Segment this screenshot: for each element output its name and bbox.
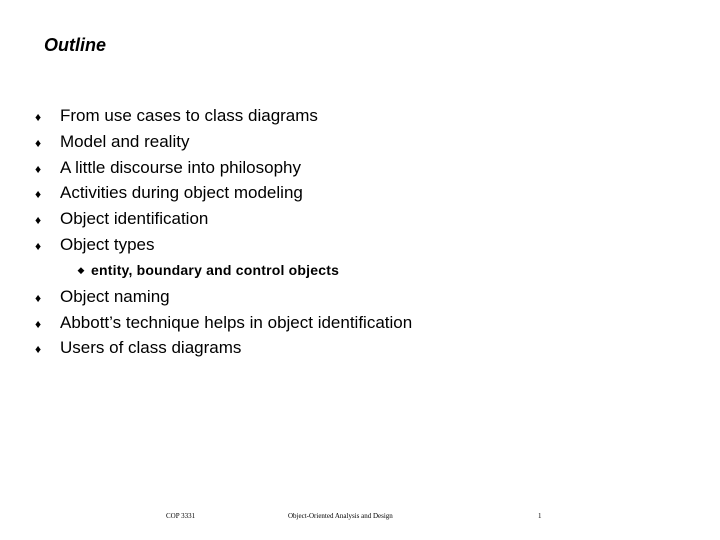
footer-course: COP 3331 bbox=[166, 512, 196, 520]
sub-list-item-label: entity, boundary and control objects bbox=[91, 261, 340, 278]
footer-course-title: Object-Oriented Analysis and Design bbox=[288, 512, 393, 520]
list-item-label: Model and reality bbox=[60, 131, 190, 151]
list-item-label: From use cases to class diagrams bbox=[60, 106, 318, 125]
sub-diamond-bullet-icon: ◆ bbox=[77, 264, 85, 275]
list-item-label: Object naming bbox=[60, 286, 170, 306]
slide-title: Outline bbox=[44, 35, 106, 55]
diamond-bullet-icon: ♦ bbox=[34, 110, 42, 124]
list-item bbox=[32, 207, 692, 233]
diamond-bullet-icon: ♦ bbox=[34, 342, 42, 357]
list-item-label: Users of class diagrams bbox=[60, 338, 242, 358]
list-item bbox=[32, 285, 692, 311]
list-item bbox=[32, 156, 692, 182]
footer-page-number: 1 bbox=[538, 512, 542, 520]
list-item bbox=[32, 336, 692, 362]
diamond-bullet-icon: ♦ bbox=[34, 135, 42, 150]
diamond-bullet-icon: ♦ bbox=[34, 161, 42, 176]
diamond-bullet-icon: ♦ bbox=[34, 213, 42, 228]
diamond-bullet-icon: ♦ bbox=[34, 187, 42, 202]
list-item bbox=[32, 104, 692, 130]
diamond-bullet-icon: ♦ bbox=[34, 316, 42, 331]
diamond-bullet-icon: ♦ bbox=[34, 290, 42, 305]
list-item-label: Object types bbox=[60, 234, 155, 254]
list-item-label: Activities during object modeling bbox=[60, 183, 303, 203]
list-item bbox=[32, 130, 692, 156]
list-item-label: A little discourse into philosophy bbox=[60, 157, 301, 177]
outline-list bbox=[32, 104, 692, 362]
diamond-bullet-icon: ♦ bbox=[34, 238, 42, 253]
list-item bbox=[32, 181, 692, 207]
list-item bbox=[32, 233, 692, 259]
list-item bbox=[32, 311, 692, 337]
list-item-label: Object identification bbox=[60, 209, 209, 229]
list-item-label: Abbott’s technique helps in object identification bbox=[60, 312, 413, 332]
sub-list-item bbox=[32, 259, 692, 283]
